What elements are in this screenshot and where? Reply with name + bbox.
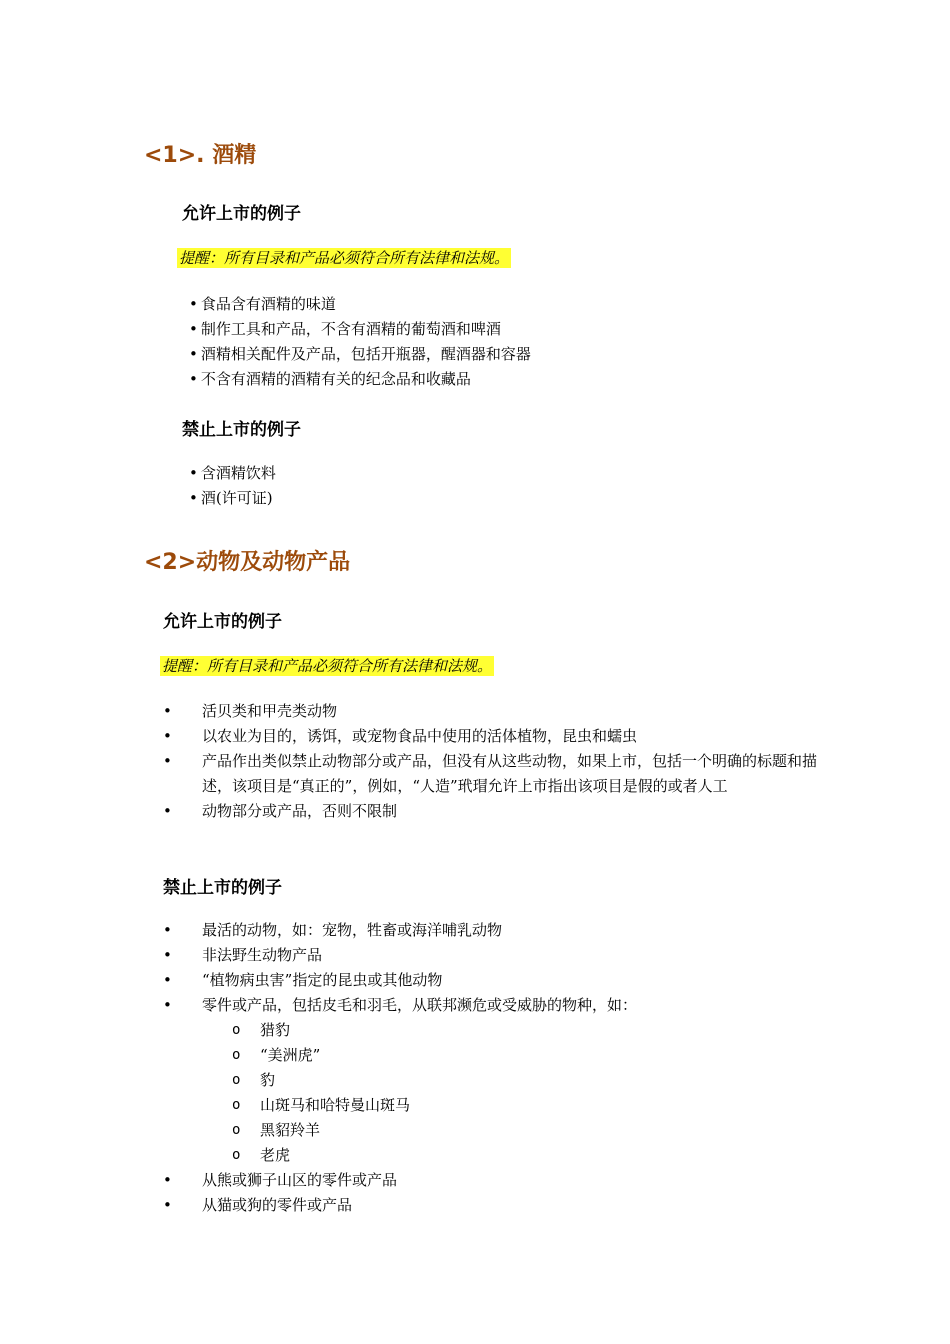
section1-allowed-list [189, 292, 531, 392]
sub-list-item: o 黑貂羚羊 [163, 1118, 637, 1143]
list-item: • 活贝类和甲壳类动物 [163, 699, 822, 724]
section1-heading: <1>. 酒精 [144, 143, 257, 168]
list-item: • 制作工具和产品，不含有酒精的葡萄酒和啤酒 [189, 317, 531, 342]
list-item: • 含酒精饮料 [189, 461, 276, 486]
sub-list-item: o 豹 [163, 1068, 637, 1093]
sub-list-item: o 老虎 [163, 1143, 637, 1168]
section2-reminder: 提醒：所有目录和产品必须符合所有法律和法规。 [162, 657, 493, 675]
list-item: • “植物病虫害”指定的昆虫或其他动物 [163, 968, 637, 993]
sub-list-item: o 猎豹 [163, 1018, 637, 1043]
list-item: • 酒精相关配件及产品，包括开瓶器，醒酒器和容器 [189, 342, 531, 367]
section1-reminder: 提醒：所有目录和产品必须符合所有法律和法规。 [179, 249, 510, 267]
list-item: • 不含有酒精的酒精有关的纪念品和收藏品 [189, 367, 531, 392]
list-item: • 最活的动物，如：宠物，牲畜或海洋哺乳动物 [163, 918, 637, 943]
list-item: • 产品作出类似禁止动物部分或产品，但没有从这些动物，如果上市，包括一个明确的标题和描述，该项目是“真正的”，例如，“人造”玳瑁允许上市指出该项目是假的或者人工 [163, 749, 822, 799]
section1-allowed-title: 允许上市的例子 [182, 204, 301, 224]
list-item: • 食品含有酒精的味道 [189, 292, 531, 317]
sub-list-item: o “美洲虎” [163, 1043, 637, 1068]
section2-heading: <2>动物及动物产品 [144, 550, 351, 575]
list-item: • 以农业为目的，诱饵，或宠物食品中使用的活体植物，昆虫和蠕虫 [163, 724, 822, 749]
section2-allowed-list [163, 699, 822, 824]
section1-prohibited-title: 禁止上市的例子 [182, 420, 301, 440]
list-item: • 从熊或狮子山区的零件或产品 [163, 1168, 637, 1193]
list-item: • 从猫或狗的零件或产品 [163, 1193, 637, 1218]
section2-prohibited-title: 禁止上市的例子 [163, 878, 282, 898]
list-item: • 动物部分或产品，否则不限制 [163, 799, 822, 824]
section2-allowed-title: 允许上市的例子 [163, 612, 282, 632]
list-item: • 非法野生动物产品 [163, 943, 637, 968]
list-item: • 零件或产品，包括皮毛和羽毛，从联邦濒危或受威胁的物种，如： [163, 993, 637, 1018]
section2-prohibited-list [163, 918, 637, 1218]
list-item: • 酒(许可证) [189, 486, 276, 511]
sub-list-item: o 山斑马和哈特曼山斑马 [163, 1093, 637, 1118]
section1-prohibited-list [189, 461, 276, 511]
